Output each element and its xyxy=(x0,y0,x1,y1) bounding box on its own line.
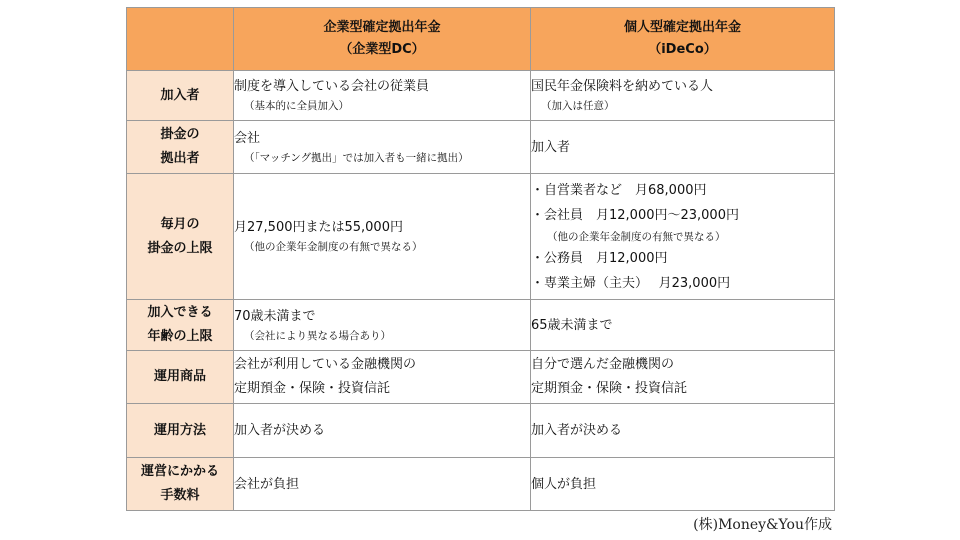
dc-products xyxy=(234,351,531,404)
row-label-age-limit xyxy=(127,300,234,351)
cell-note: （「マッチング拠出」では加入者も一緒に拠出） xyxy=(244,151,469,164)
cell-main: 月27,500円または55,000円 xyxy=(234,220,403,235)
cell-main: 65歳未満まで xyxy=(531,317,613,333)
cell-note: （基本的に全員加入） xyxy=(244,100,349,112)
row-label-text: 年齢の上限 xyxy=(147,329,213,344)
row-label-text: 運用商品 xyxy=(153,369,206,384)
row-label-participants xyxy=(127,71,234,121)
limit-self-employed: ・自営業者など 月68,000円 xyxy=(531,182,707,198)
dc-method xyxy=(234,404,531,458)
dc-age-limit xyxy=(234,300,531,351)
header-dc-title: 企業型確定拠出年金 xyxy=(323,20,441,35)
row-label-products xyxy=(127,351,234,404)
cell-main: 加入者が決める xyxy=(531,423,623,438)
ideco-contributor xyxy=(531,121,835,174)
ideco-products xyxy=(531,351,835,404)
limit-homemaker: ・専業主婦（主夫） 月23,000円 xyxy=(531,275,731,291)
row-label-text: 運用方法 xyxy=(153,422,206,438)
dc-fees xyxy=(234,458,531,511)
cell-main: 会社が負担 xyxy=(234,476,300,492)
cell-line: 定期預金・保険・投資信託 xyxy=(531,381,688,396)
header-corner xyxy=(127,8,234,71)
ideco-fees xyxy=(531,458,835,511)
header-ideco xyxy=(531,8,835,71)
ideco-method xyxy=(531,404,835,458)
cell-main: 個人が負担 xyxy=(531,476,597,492)
source-credit: (株)Money&You作成 xyxy=(693,517,832,533)
row-label-text: 拠出者 xyxy=(160,151,200,166)
row-label-monthly-limit xyxy=(127,174,234,300)
dc-participants xyxy=(234,71,531,121)
header-dc xyxy=(234,8,531,71)
row-fees xyxy=(127,458,835,511)
ideco-monthly-limit xyxy=(531,174,835,300)
header-ideco-title: 個人型確定拠出年金 xyxy=(623,20,741,35)
row-products xyxy=(127,351,835,404)
row-label-text: 加入できる xyxy=(147,305,213,320)
cell-main: 加入者 xyxy=(531,139,571,155)
row-age-limit xyxy=(127,300,835,351)
row-label-text: 掛金の上限 xyxy=(147,240,213,256)
ideco-participants xyxy=(531,71,835,121)
row-label-contributor xyxy=(127,121,234,174)
row-label-fees xyxy=(127,458,234,511)
dc-contributor xyxy=(234,121,531,174)
cell-line: 自分で選んだ金融機関の xyxy=(531,357,675,372)
dc-monthly-limit xyxy=(234,174,531,300)
row-monthly-limit xyxy=(127,174,835,300)
cell-main: 国民年金保険料を納めている人 xyxy=(531,79,714,94)
row-label-method xyxy=(127,404,234,458)
cell-main: 加入者が決める xyxy=(234,423,326,438)
cell-line: 会社が利用している金融機関の xyxy=(234,357,417,372)
row-participants xyxy=(127,71,835,121)
cell-note: （加入は任意） xyxy=(541,100,615,112)
limit-employee: ・会社員 月12,000円〜23,000円 xyxy=(531,207,739,223)
limit-civil-servant: ・公務員 月12,000円 xyxy=(531,250,668,266)
cell-main: 会社 xyxy=(234,130,261,146)
ideco-age-limit xyxy=(531,300,835,351)
row-label-text: 毎月の xyxy=(160,216,200,232)
cell-main: 制度を導入している会社の従業員 xyxy=(234,79,430,94)
header-row xyxy=(127,8,835,71)
cell-main: 70歳未満まで xyxy=(234,308,316,324)
row-label-text: 掛金の xyxy=(160,127,200,142)
row-method xyxy=(127,404,835,458)
limit-employee-note: （他の企業年金制度の有無で異なる） xyxy=(547,230,726,243)
row-label-text: 手数料 xyxy=(160,488,200,503)
comparison-table xyxy=(126,7,835,511)
header-ideco-abbr: （iDeCo） xyxy=(648,42,717,57)
row-label-text: 加入者 xyxy=(160,87,200,103)
cell-note: （他の企業年金制度の有無で異なる） xyxy=(244,241,423,253)
cell-note: （会社により異なる場合あり） xyxy=(244,329,391,342)
header-dc-abbr: （企業型DC） xyxy=(339,42,425,57)
row-label-text: 運営にかかる xyxy=(140,464,219,479)
cell-line: 定期預金・保険・投資信託 xyxy=(234,381,391,396)
row-contributor xyxy=(127,121,835,174)
